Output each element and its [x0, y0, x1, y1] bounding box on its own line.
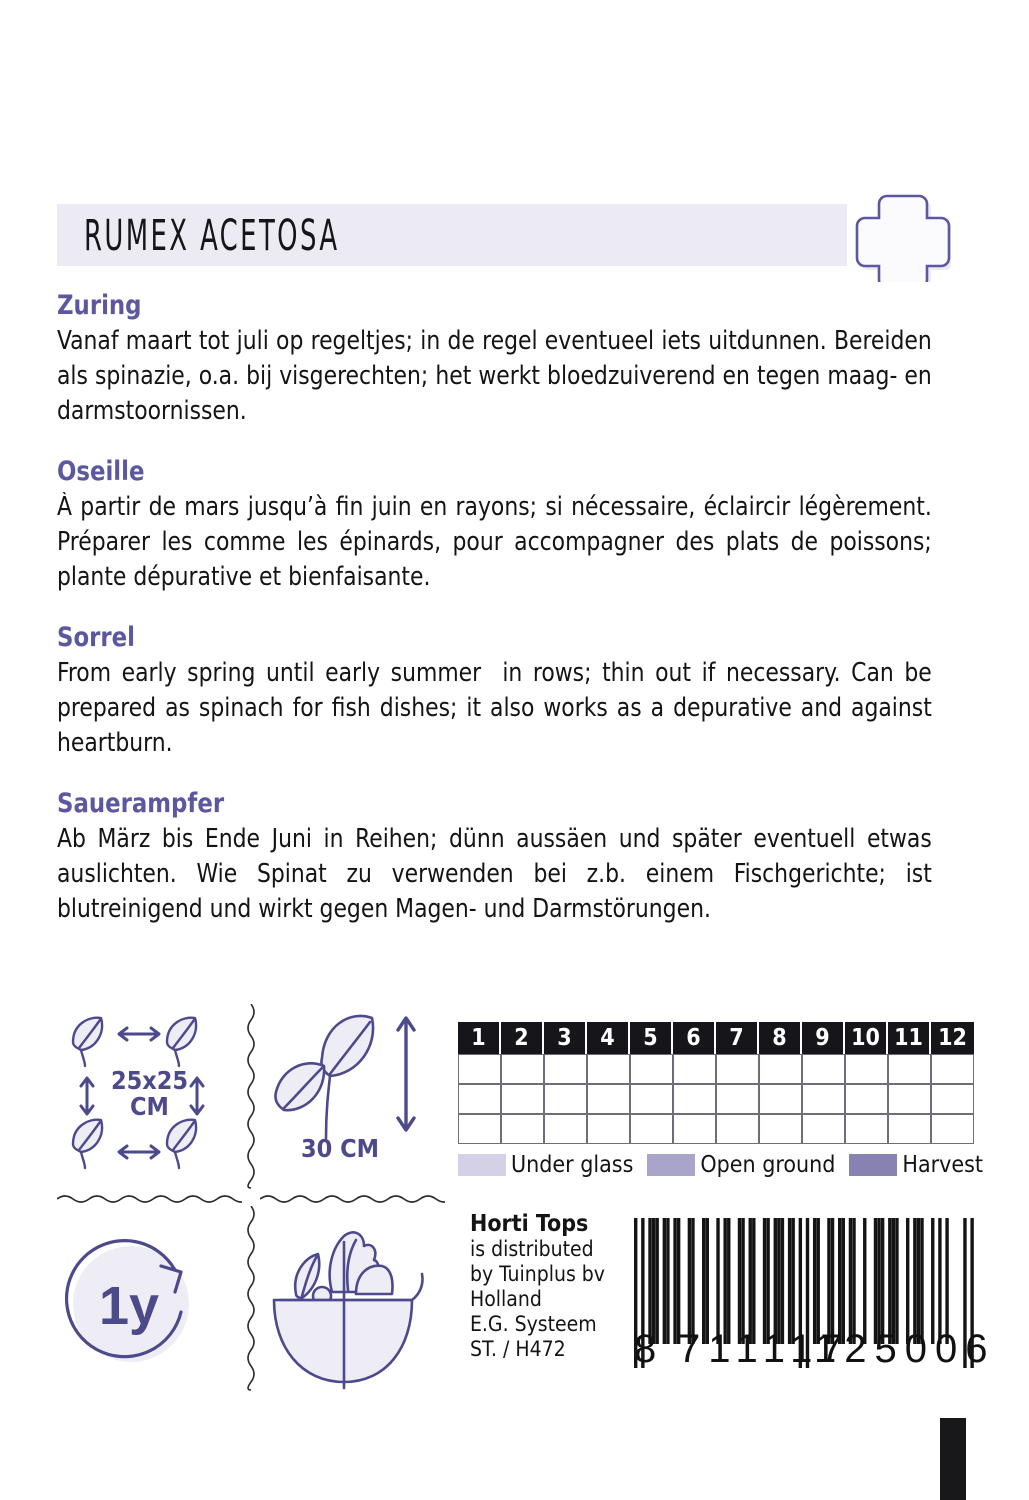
wavy-divider-horizontal — [260, 1190, 445, 1208]
distributor-line-3: by Tuinplus bv — [470, 1262, 605, 1286]
calendar-cell — [888, 1114, 931, 1144]
panel-plant-height — [260, 1000, 445, 1190]
calendar-cell — [630, 1114, 673, 1144]
month-header: 8 — [759, 1022, 802, 1054]
wavy-divider-vertical — [242, 1206, 260, 1398]
month-header: 3 — [544, 1022, 587, 1054]
calendar-cell — [673, 1114, 716, 1144]
description-block-nl — [57, 290, 973, 429]
description-block-de — [57, 788, 973, 927]
calendar-cell — [501, 1054, 544, 1084]
barcode-left-group: 711117 — [678, 1327, 851, 1371]
calendar-cell — [544, 1054, 587, 1084]
calendar-cell — [587, 1114, 630, 1144]
pictogram-grid — [57, 1000, 445, 1400]
legend-label-under-glass: Under glass — [511, 1152, 634, 1178]
barcode-lead-digit: 8 — [634, 1327, 658, 1371]
calendar-cell — [716, 1084, 759, 1114]
legend-item-under-glass — [458, 1152, 633, 1178]
calendar-cell — [458, 1084, 501, 1114]
calendar-cell — [716, 1114, 759, 1144]
lang-body-nl: Vanaf maart tot juli op regeltjes; in de regel eventueel iets uitdunnen. Bereiden als spinazie, o.a. bij visgerechten; het werkt bloedzuiverend en tegen maag- en darmstoornissen. — [57, 326, 939, 426]
page-title: RUMEX ACETOSA — [84, 212, 340, 261]
calendar-cell — [845, 1114, 888, 1144]
distributor-line-4: Holland — [470, 1287, 542, 1311]
lang-heading-fr: Oseille — [57, 456, 145, 487]
panel-culinary-use — [260, 1208, 445, 1400]
plant-spacing-unit: CM — [130, 1092, 169, 1122]
panel-life-cycle — [57, 1208, 242, 1400]
calendar-cell — [673, 1054, 716, 1084]
calendar-cell — [845, 1084, 888, 1114]
calendar-row-open-ground — [458, 1084, 974, 1114]
calendar-cell — [501, 1114, 544, 1144]
salad-bowl-icon — [260, 1208, 445, 1400]
calendar-cell — [544, 1114, 587, 1144]
distributor-info — [470, 1212, 650, 1362]
wavy-divider-vertical — [242, 1004, 260, 1194]
lang-body-fr: À partir de mars jusqu’à fin juin en rayons; si nécessaire, éclaircir légèrement. Préparer les comme les épinards, pour accompagner des plats de poissons; plante dépurative et bienfaisante. — [57, 492, 939, 592]
calendar-cell — [630, 1084, 673, 1114]
month-header: 11 — [888, 1022, 931, 1054]
distributor-line-2: is distributed — [470, 1237, 594, 1261]
calendar-cell — [888, 1084, 931, 1114]
lang-heading-de: Sauerampfer — [57, 788, 225, 819]
month-header: 10 — [845, 1022, 888, 1054]
life-cycle-label: 1y — [98, 1276, 160, 1336]
legend-label-open-ground: Open ground — [700, 1152, 836, 1178]
calendar-legend — [458, 1152, 983, 1178]
calendar-cell — [544, 1084, 587, 1114]
lang-body-de: Ab März bis Ende Juni in Reihen; dünn aussäen und später eventuell etwas auslichten. Wie Spinat zu verwenden bei z.b. einem Fischgerichte; ist blutreinigend und wirkt gegen Magen- und Darmstörungen. — [57, 824, 939, 924]
legend-label-harvest: Harvest — [902, 1152, 983, 1178]
one-year-cycle-icon — [57, 1208, 242, 1400]
month-header: 1 — [458, 1022, 501, 1054]
lang-heading-en: Sorrel — [57, 622, 135, 653]
calendar-cell — [759, 1084, 802, 1114]
calendar-body — [458, 1054, 974, 1144]
calendar-cell — [630, 1054, 673, 1084]
barcode-right-group: 125006 — [814, 1327, 996, 1371]
print-crop-mark — [940, 1418, 966, 1500]
lang-body-en: From early spring until early summer in rows; thin out if necessary. Can be prepared as spinach for fish dishes; it also works as a depurative and against heartburn. — [57, 658, 939, 758]
wavy-divider-horizontal — [57, 1190, 242, 1208]
month-header: 4 — [587, 1022, 630, 1054]
calendar-cell — [759, 1054, 802, 1084]
barcode-digits — [634, 1327, 996, 1371]
legend-swatch-under-glass — [458, 1154, 506, 1176]
lang-heading-nl: Zuring — [57, 290, 142, 321]
distributor-line-6: ST. / H472 — [470, 1337, 566, 1361]
month-header: 9 — [802, 1022, 845, 1054]
calendar-cell — [587, 1054, 630, 1084]
plant-spacing-label — [77, 1068, 222, 1121]
distributor-brand: Horti Tops — [470, 1211, 589, 1237]
calendar-cell — [458, 1114, 501, 1144]
calendar-header-row — [458, 1022, 974, 1054]
description-block-en — [57, 622, 973, 761]
panel-plant-spacing — [57, 1000, 242, 1190]
calendar-cell — [888, 1054, 931, 1084]
sowing-calendar-table — [458, 1022, 974, 1144]
calendar-cell — [759, 1114, 802, 1144]
calendar-cell — [931, 1084, 974, 1114]
description-block-fr — [57, 456, 973, 595]
month-header: 7 — [716, 1022, 759, 1054]
plant-spacing-value: 25x25 — [110, 1066, 189, 1095]
calendar-cell — [501, 1084, 544, 1114]
calendar-cell — [802, 1084, 845, 1114]
legend-item-harvest — [849, 1152, 983, 1178]
calendar-cell — [931, 1114, 974, 1144]
calendar-row-under-glass — [458, 1054, 974, 1084]
calendar-cell — [802, 1054, 845, 1084]
month-header: 6 — [673, 1022, 716, 1054]
legend-swatch-open-ground — [647, 1154, 695, 1176]
distributor-line-5: E.G. Systeem — [470, 1312, 597, 1336]
calendar-cell — [802, 1114, 845, 1144]
calendar-cell — [845, 1054, 888, 1084]
legend-swatch-harvest — [849, 1154, 897, 1176]
month-header: 2 — [501, 1022, 544, 1054]
month-header: 5 — [630, 1022, 673, 1054]
legend-item-open-ground — [647, 1152, 835, 1178]
calendar-cell — [587, 1084, 630, 1114]
calendar-row-harvest — [458, 1114, 974, 1144]
calendar-cell — [673, 1084, 716, 1114]
plant-height-label: 30 CM — [300, 1134, 379, 1163]
plus-cross-icon — [855, 186, 951, 282]
sowing-calendar — [458, 1022, 983, 1178]
month-header: 12 — [931, 1022, 974, 1054]
calendar-cell — [458, 1054, 501, 1084]
calendar-cell — [931, 1054, 974, 1084]
calendar-cell — [716, 1054, 759, 1084]
